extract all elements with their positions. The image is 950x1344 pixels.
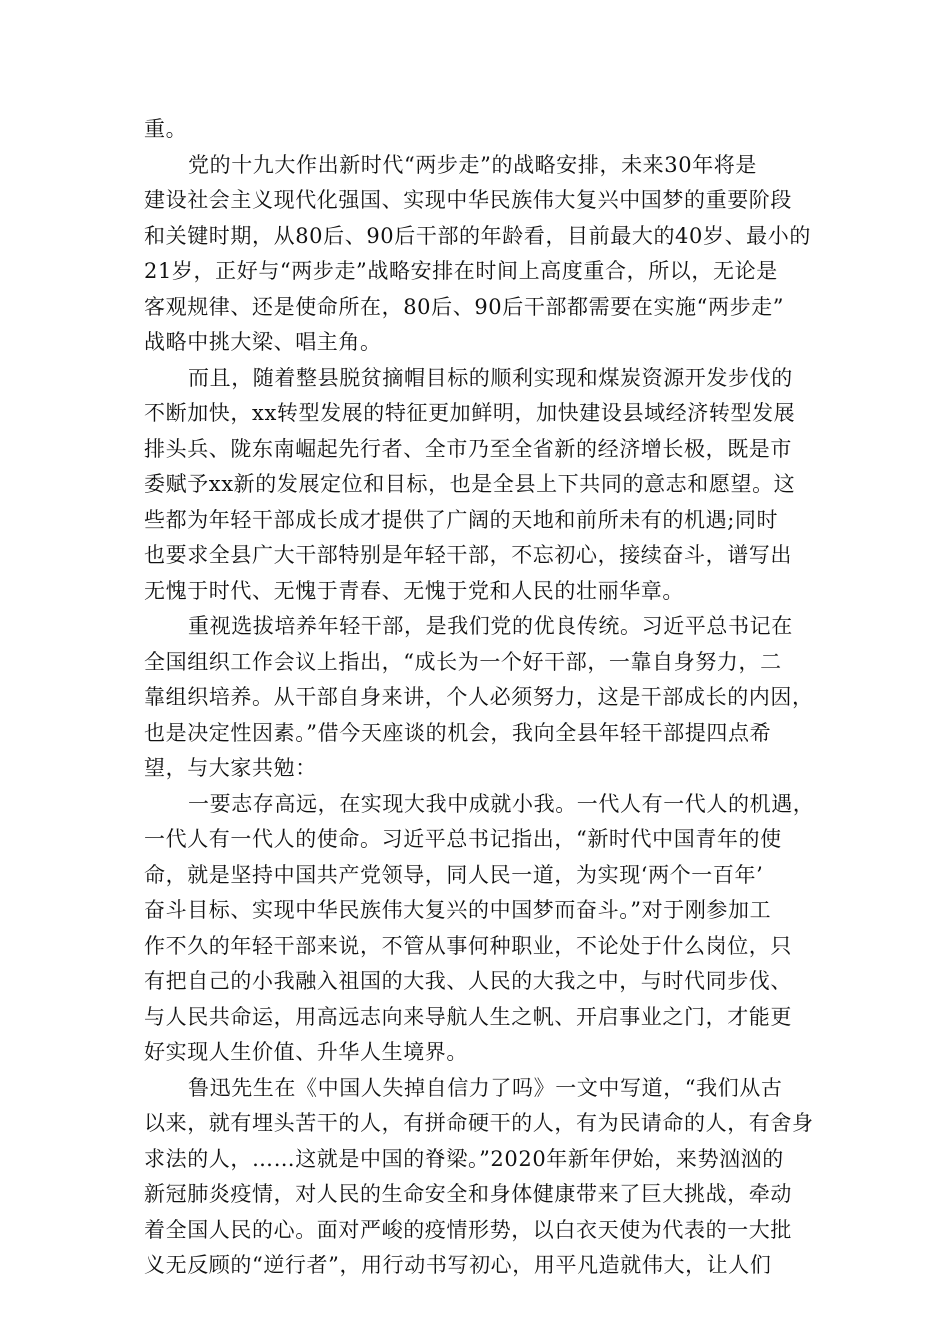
text-line: 也是决定性因素。”借今天座谈的机会，我向全县年轻干部提四点希 [144, 720, 772, 745]
text-line: 客观规律、还是使命所在，80后、90后干部都需要在实施“两步走” [144, 294, 785, 319]
text-line: 也要求全县广大干部特别是年轻干部，不忘初心，接续奋斗，谱写出 [144, 543, 792, 567]
text-line: 和关键时期，从80后、90后干部的年龄看，目前最大的40岁、最小的 [144, 223, 811, 248]
paragraph-first-line: 重视选拔培养年轻干部，是我们党的优良传统。习近平总书记在 [188, 614, 793, 638]
text-line: 求法的人，……这就是中国的脊梁。”2020年新年伊始，来势汹汹的 [144, 1146, 784, 1171]
text-line: 新冠肺炎疫情，对人民的生命安全和身体健康带来了巨大挑战，牵动 [144, 1182, 792, 1206]
text-line: 无愧于时代、无愧于青春、无愧于党和人民的壮丽华章。 [144, 578, 684, 603]
text-line: 义无反顾的“逆行者”，用行动书写初心，用平凡造就伟大，让人们 [144, 1253, 772, 1277]
text-line: 不断加快，xx转型发展的特征更加鲜明，加快建设县域经济转型发展 [144, 401, 796, 425]
text-line: 奋斗目标、实现中华民族伟大复兴的中国梦而奋斗。”对于刚参加工 [144, 898, 772, 922]
document-body [144, 112, 815, 1284]
text-line: 着全国人民的心。面对严峻的疫情形势，以白衣天使为代表的一大批 [144, 1217, 792, 1242]
text-line: 21岁，正好与“两步走”战略安排在时间上高度重合，所以，无论是 [144, 259, 778, 283]
paragraph-first-line: 党的十九大作出新时代“两步走”的战略安排，未来30年将是 [188, 152, 757, 177]
text-line: 命，就是坚持中国共产党领导，同人民一道，为实现‘两个一百年’ [144, 862, 764, 887]
paragraph-first-line: 一要志存高远，在实现大我中成就小我。一代人有一代人的机遇， [188, 791, 815, 816]
text-line: 一代人有一代人的使命。习近平总书记指出，“新时代中国青年的使 [144, 827, 782, 851]
text-line: 望，与大家共勉： [144, 756, 317, 780]
text-line: 作不久的年轻干部来说，不管从事何种职业，不论处于什么岗位，只 [144, 933, 792, 958]
text-line: 些都为年轻干部成长成才提供了广阔的天地和前所未有的机遇;同时 [144, 507, 779, 532]
text-line: 排头兵、陇东南崛起先行者、全市乃至全省新的经济增长极，既是市 [144, 436, 792, 461]
text-line: 好实现人生价值、升华人生境界。 [144, 1040, 468, 1064]
text-line: 委赋予xx新的发展定位和目标，也是全县上下共同的意志和愿望。这 [144, 472, 796, 496]
text-line: 靠组织培养。从干部自身来讲，个人必须努力，这是干部成长的内因， [144, 685, 814, 709]
text-line: 以来，就有埋头苦干的人，有拼命硬干的人，有为民请命的人，有舍身 [144, 1111, 814, 1135]
text-line: 战略中挑大梁、唱主角。 [144, 330, 382, 354]
text-line: 重。 [144, 117, 188, 141]
text-line: 有把自己的小我融入祖国的大我、人民的大我之中，与时代同步伐、 [144, 969, 792, 993]
text-line: 与人民共命运，用高远志向来导航人生之帆、开启事业之门，才能更 [144, 1004, 792, 1029]
paragraph-first-line: 而且，随着整县脱贫摘帽目标的顺利实现和煤炭资源开发步伐的 [188, 365, 793, 390]
text-line: 建设社会主义现代化强国、实现中华民族伟大复兴中国梦的重要阶段 [144, 188, 792, 212]
paragraph-first-line: 鲁迅先生在《中国人失掉自信力了吗》一文中写道，“我们从古 [188, 1075, 783, 1100]
text-line: 全国组织工作会议上指出，“成长为一个好干部，一靠自身努力，二 [144, 649, 782, 674]
